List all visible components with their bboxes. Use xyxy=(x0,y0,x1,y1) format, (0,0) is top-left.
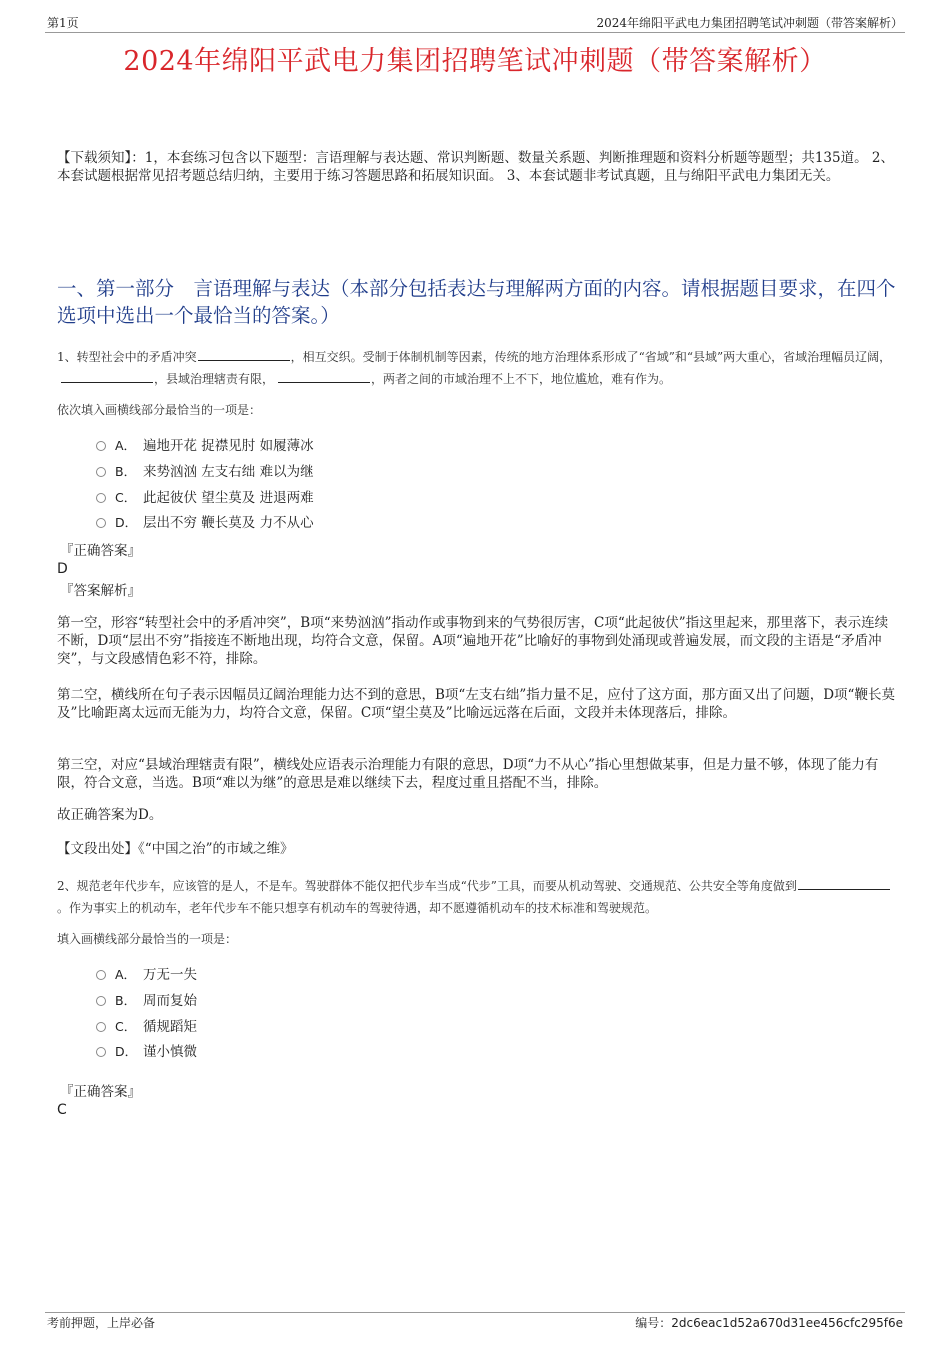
option-b[interactable]: B． 来势汹汹 左支右绌 难以为继 xyxy=(96,462,314,482)
fill-blank xyxy=(61,369,153,383)
radio-icon[interactable] xyxy=(96,467,106,477)
analysis-label: 『答案解析』 xyxy=(60,583,141,599)
radio-icon[interactable] xyxy=(96,970,106,980)
radio-icon[interactable] xyxy=(96,493,106,503)
fill-blank xyxy=(198,347,290,361)
footer-slogan: 考前押题，上岸必备 xyxy=(47,1316,156,1330)
radio-icon[interactable] xyxy=(96,518,106,528)
analysis-paragraph-2: 第二空，横线所在句子表示因幅员辽阔治理能力达不到的意思，B项“左支右绌”指力量不足，应付了这方面，那方面又出了问题，D项“鞭长莫及”比喻距离太远而无能为力，均符合文意，保留。C项“望尘莫及”比喻远远落在后面，文段并未体现落后，排除。 xyxy=(57,687,895,721)
option-c[interactable]: C． 此起彼伏 望尘莫及 进退两难 xyxy=(96,488,314,508)
question-2-stem: 2、规范老年代步车，应该管的是人，不是车。驾驶群体不能仅把代步车当成“代步”工具，而要从机动驾驶、交通规范、公共安全等角度做到。作为事实上的机动车，老年代步车不能只想享有机动车的驾驶待遇，却不愿遵循机动车的技术标准和驾驶规范。 xyxy=(57,875,902,919)
fill-blank xyxy=(798,876,890,890)
download-notice: 【下载须知】：1，本套练习包含以下题型：言语理解与表达题、常识判断题、数量关系题、判断推理题和资料分析题等题型；共135道。 2、本套试题根据常见招考题总结归纳，主要用于练习答题思路和拓展知识面。 3、本套试题非考试真题，且与绵阳平武电力集团无关。 xyxy=(57,150,894,184)
correct-answer: C xyxy=(57,1102,67,1118)
page-header xyxy=(45,14,905,33)
option-d[interactable]: D． 谨小慎微 xyxy=(96,1042,197,1062)
correct-answer: D xyxy=(57,561,68,577)
page-footer xyxy=(45,1312,905,1333)
option-a[interactable]: A． 万无一失 xyxy=(96,965,197,985)
radio-icon[interactable] xyxy=(96,996,106,1006)
option-d[interactable]: D． 层出不穷 鞭长莫及 力不从心 xyxy=(96,513,314,533)
option-c[interactable]: C． 循规蹈矩 xyxy=(96,1017,197,1037)
radio-icon[interactable] xyxy=(96,1022,106,1032)
radio-icon[interactable] xyxy=(96,1047,106,1057)
correct-answer-label: 『正确答案』 xyxy=(60,1084,141,1100)
question-2-ask: 填入画横线部分最恰当的一项是： xyxy=(57,932,238,946)
option-a[interactable]: A． 遍地开花 捉襟见肘 如履薄冰 xyxy=(96,436,314,456)
section-heading: 一、第一部分 言语理解与表达（本部分包括表达与理解两方面的内容。请根据题目要求，在四个选项中选出一个最恰当的答案。） xyxy=(57,277,896,327)
text-source: 【文段出处】《“中国之治”的市域之维》 xyxy=(57,841,294,857)
page-number: 第1页 xyxy=(47,16,79,30)
header-doc-title: 2024年绵阳平武电力集团招聘笔试冲刺题（带答案解析） xyxy=(596,16,903,30)
question-1-stem: 1、转型社会中的矛盾冲突 ，相互交织。受制于体制机制等因素，传统的地方治理体系形成了“省域”和“县域”两大重心，省域治理幅员辽阔，，县域治理辖责有限， ，两者之间的市域治理不上不下，地位尴尬，难有作为。 xyxy=(57,346,902,390)
fill-blank xyxy=(278,369,370,383)
option-b[interactable]: B． 周而复始 xyxy=(96,991,197,1011)
analysis-paragraph-1: 第一空，形容“转型社会中的矛盾冲突”，B项“来势汹汹”指动作或事物到来的气势很厉害，C项“此起彼伏”指这里起来，那里落下，表示连续不断，D项“层出不穷”指接连不断地出现，均符合文意，保留。A项“遍地开花”比喻好的事物到处涌现或普遍发展，而文段的主语是“矛盾冲突”，与文段感情色彩不符，排除。 xyxy=(57,615,889,667)
document-title: 2024年绵阳平武电力集团招聘笔试冲刺题（带答案解析） xyxy=(123,46,827,77)
correct-answer-label: 『正确答案』 xyxy=(60,543,141,559)
document-code: 编号：2dc6eac1d52a670d31ee456cfc295f6e xyxy=(635,1316,903,1330)
analysis-conclusion: 故正确答案为D。 xyxy=(57,807,163,823)
analysis-paragraph-3: 第三空，对应“县域治理辖责有限”，横线处应语表示治理能力有限的意思，D项“力不从心”指心里想做某事，但是力量不够，体现了能力有限，符合文意，当选。B项“难以为继”的意思是难以继续下去，程度过重且搭配不当，排除。 xyxy=(57,757,879,791)
radio-icon[interactable] xyxy=(96,441,106,451)
question-1-ask: 依次填入画横线部分最恰当的一项是： xyxy=(57,403,262,417)
